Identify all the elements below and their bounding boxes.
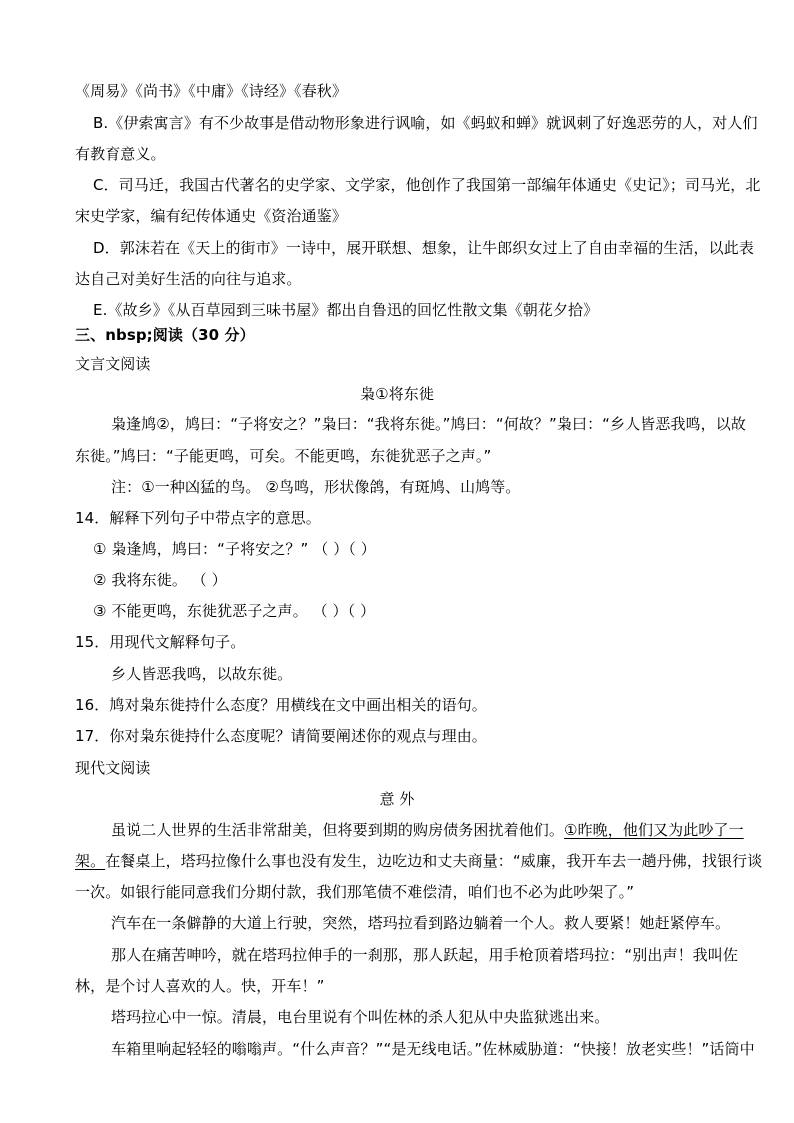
modern-p1-line-2-text: 在餐桌上，塔玛拉像什么事也没有发生，边吃边和丈夫商量：“威廉，我开车去一趟丹佛，找银行谈: [105, 852, 763, 870]
question-17: 17．你对枭东徙持什么态度呢？请简要阐述你的观点与理由。: [75, 727, 487, 745]
modern-p4: 塔玛拉心中一惊。清晨，电台里说有个叫佐林的杀人犯从中央监狱逃出来。: [111, 1008, 610, 1026]
option-a-tail: 《周易》《尚书》《中庸》《诗经》《春秋》: [75, 82, 348, 100]
modern-p3-line-1: 那人在痛苦呻吟，就在塔玛拉伸手的一刹那，那人跃起，用手枪顶着塔玛拉：“别出声！我叫佐: [111, 946, 738, 964]
option-e-line-1: E.《故乡》《从百草园到三味书屋》都出自鲁迅的回忆性散文集《朝花夕拾》: [93, 301, 599, 319]
option-d-line-2: 达自己对美好生活的向往与追求。: [75, 270, 302, 288]
question-14: 14．解释下列句子中带点字的意思。: [75, 509, 321, 527]
modern-reading-label: 现代文阅读: [75, 759, 151, 777]
underlined-sentence-1-end: 架。: [75, 852, 106, 870]
option-c-line-1: C．司马迁，我国古代著名的史学家、文学家，他创作了我国第一部编年体通史《史记》；司马光，北: [93, 176, 761, 194]
modern-p3-line-2: 林，是个讨人喜欢的人。快，开车！”: [75, 977, 325, 995]
modern-title: 意 外: [379, 790, 415, 808]
underlined-sentence-1: ①昨晚，他们又为此吵了一: [564, 821, 744, 839]
question-15: 15．用现代文解释句子。: [75, 633, 246, 651]
classical-title: 枭①将东徙: [360, 385, 434, 403]
question-14-item-1: ① 枭逢鸠，鸠曰：“子将安之？” （ ）（ ）: [93, 540, 376, 558]
modern-p1-line-3: 一次。如银行能同意我们分期付款，我们那笔债不难偿清，咱们也不必为此吵架了。”: [75, 883, 635, 901]
option-c-line-2: 宋史学家，编有纪传体通史《资治通鉴》: [75, 207, 347, 225]
classical-note: 注：①一种凶猛的鸟。 ②鸟鸣，形状像鸽，有斑鸠、山鸠等。: [111, 478, 521, 496]
modern-p1-line-1: [111, 820, 744, 840]
option-b-line-2: 有教育意义。: [75, 145, 166, 163]
classical-text-line-2: 东徙。”鸠曰：“子能更鸣，可矣。不能更鸣，东徙犹恶子之声。”: [75, 447, 492, 465]
modern-p2: 汽车在一条僻静的大道上行驶，突然，塔玛拉看到路边躺着一个人。救人要紧！她赶紧停车。: [111, 914, 731, 932]
modern-p1-line-2: [75, 851, 762, 871]
question-14-item-3: ③ 不能更鸣，东徙犹恶子之声。 （ ）（ ）: [93, 602, 376, 620]
question-15-sentence: 乡人皆恶我鸣，以故东徙。: [111, 665, 293, 683]
modern-p1-line-1-text: 虽说二人世界的生活非常甜美，但将要到期的购房债务困扰着他们。: [111, 821, 565, 839]
section-heading: 三、nbsp;阅读（30 分）: [75, 326, 255, 344]
classical-reading-label: 文言文阅读: [75, 355, 151, 373]
question-16: 16．鸠对枭东徙持什么态度？用横线在文中画出相关的语句。: [75, 696, 487, 714]
question-14-item-2: ② 我将东徙。 （ ）: [93, 571, 227, 589]
option-d-line-1: D．郭沫若在《天上的街市》一诗中，展开联想、想象，让牛郎织女过上了自由幸福的生活，以此表: [93, 239, 754, 257]
modern-p5: 车箱里响起轻轻的嗡嗡声。“什么声音？”“是无线电话。”佐林威胁道：“快接！放老实些！”话筒中: [111, 1040, 755, 1058]
classical-text-line-1: 枭逢鸠②，鸠曰：“子将安之？”枭曰：“我将东徙。”鸠曰：“何故？”枭曰：“乡人皆恶我鸣，以故: [111, 415, 746, 433]
option-b-line-1: B.《伊索寓言》有不少故事是借动物形象进行讽喻，如《蚂蚁和蝉》就讽刺了好逸恶劳的人，对人们: [93, 114, 758, 132]
